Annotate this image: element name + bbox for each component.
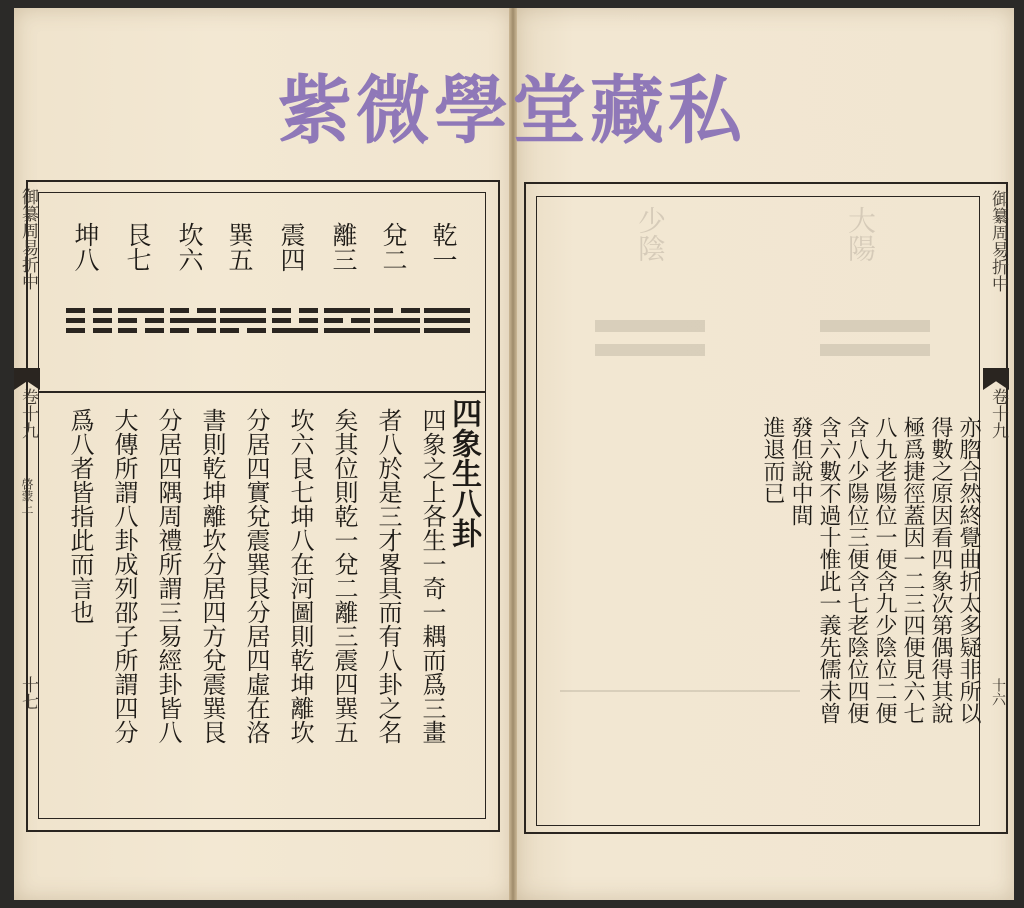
yang-line (324, 308, 370, 313)
yang-line (220, 308, 266, 313)
trigram-symbol (118, 308, 164, 338)
trigram-label: 巽五 (225, 222, 254, 272)
text-column: 亦脗合然終覺曲折太多疑非所以 (956, 416, 981, 724)
text-column: 含六數不過十惟此一義先儒未曾 (816, 416, 841, 724)
text-column: 大傳所謂八卦成列邵子所謂四分 (110, 408, 138, 744)
text-column: 書則乾坤離坎分居四方兌震巽艮 (198, 408, 226, 744)
yin-line (324, 318, 370, 323)
collector-stamp: 紫微學堂藏私 (278, 68, 746, 154)
trigram-symbol (170, 308, 216, 338)
trigram-panel (38, 192, 486, 392)
trigram-symbol (424, 308, 470, 338)
text-column: 得數之原因看四象次第偶得其說 (928, 416, 953, 724)
margin-volume: 卷十九 (988, 388, 1008, 439)
trigram-symbol (220, 308, 266, 338)
margin-book-title: 御纂周易折中 (988, 190, 1008, 292)
margin-volume: 卷十九 (18, 388, 38, 439)
text-column: 進退而已 (760, 416, 785, 504)
margin-page-number: 十六 (990, 678, 1006, 706)
yin-line (170, 328, 216, 333)
yin-line (170, 308, 216, 313)
text-column: 爲八者皆指此而言也 (66, 408, 94, 624)
yin-line (66, 328, 112, 333)
text-column: 分居四隅周禮所謂三易經卦皆八 (154, 408, 182, 744)
yin-line (118, 318, 164, 323)
text-column: 者八於是三才畧具而有八卦之名 (374, 408, 402, 744)
trigram-symbol (374, 308, 420, 338)
yang-line (424, 318, 470, 323)
yang-line (324, 328, 370, 333)
margin-page-number: 十七 (18, 676, 38, 710)
yin-line (272, 318, 318, 323)
text-column: 分居四實兌震巽艮分居四虛在洛 (242, 408, 270, 744)
bleed-through-text: 大陽 (844, 206, 877, 262)
yin-line (220, 328, 266, 333)
section-heading: 四象生八卦 (446, 398, 481, 548)
yang-line (424, 308, 470, 313)
yang-line (424, 328, 470, 333)
yin-line (272, 308, 318, 313)
yang-line (272, 328, 318, 333)
text-column: 含八少陽位三便含七老陰位四便 (844, 416, 869, 724)
text-column: 矣其位則乾一兌二離三震四巽五 (330, 408, 358, 744)
margin-section: 啓蒙上 (20, 478, 34, 514)
yin-line (66, 318, 112, 323)
trigram-symbol (324, 308, 370, 338)
yang-line (220, 318, 266, 323)
trigram-label: 震四 (277, 222, 306, 272)
trigram-label: 兌二 (379, 222, 408, 272)
trigram-symbol (272, 308, 318, 338)
yang-line (118, 308, 164, 313)
yin-line (118, 328, 164, 333)
trigram-label: 坎六 (175, 222, 204, 272)
text-column: 八九老陽位一便含九少陰位二便 (872, 416, 897, 724)
text-column: 發但說中間 (788, 416, 813, 526)
trigram-label: 離三 (329, 222, 358, 272)
yin-line (66, 308, 112, 313)
text-column: 極爲捷徑蓋因一二三四便見六七 (900, 416, 925, 724)
yang-line (170, 318, 216, 323)
yang-line (374, 318, 420, 323)
text-column: 坎六艮七坤八在河圖則乾坤離坎 (286, 408, 314, 744)
trigram-label: 乾一 (429, 222, 458, 272)
trigram-label: 坤八 (71, 222, 100, 272)
text-column: 四象之上各生一奇一耦而爲三畫 (418, 408, 446, 744)
yin-line (374, 308, 420, 313)
bleed-through-text: 少陰 (634, 206, 667, 262)
yang-line (374, 328, 420, 333)
trigram-symbol (66, 308, 112, 338)
margin-book-title: 御纂周易折中 (18, 188, 38, 290)
trigram-label: 艮七 (123, 222, 152, 272)
